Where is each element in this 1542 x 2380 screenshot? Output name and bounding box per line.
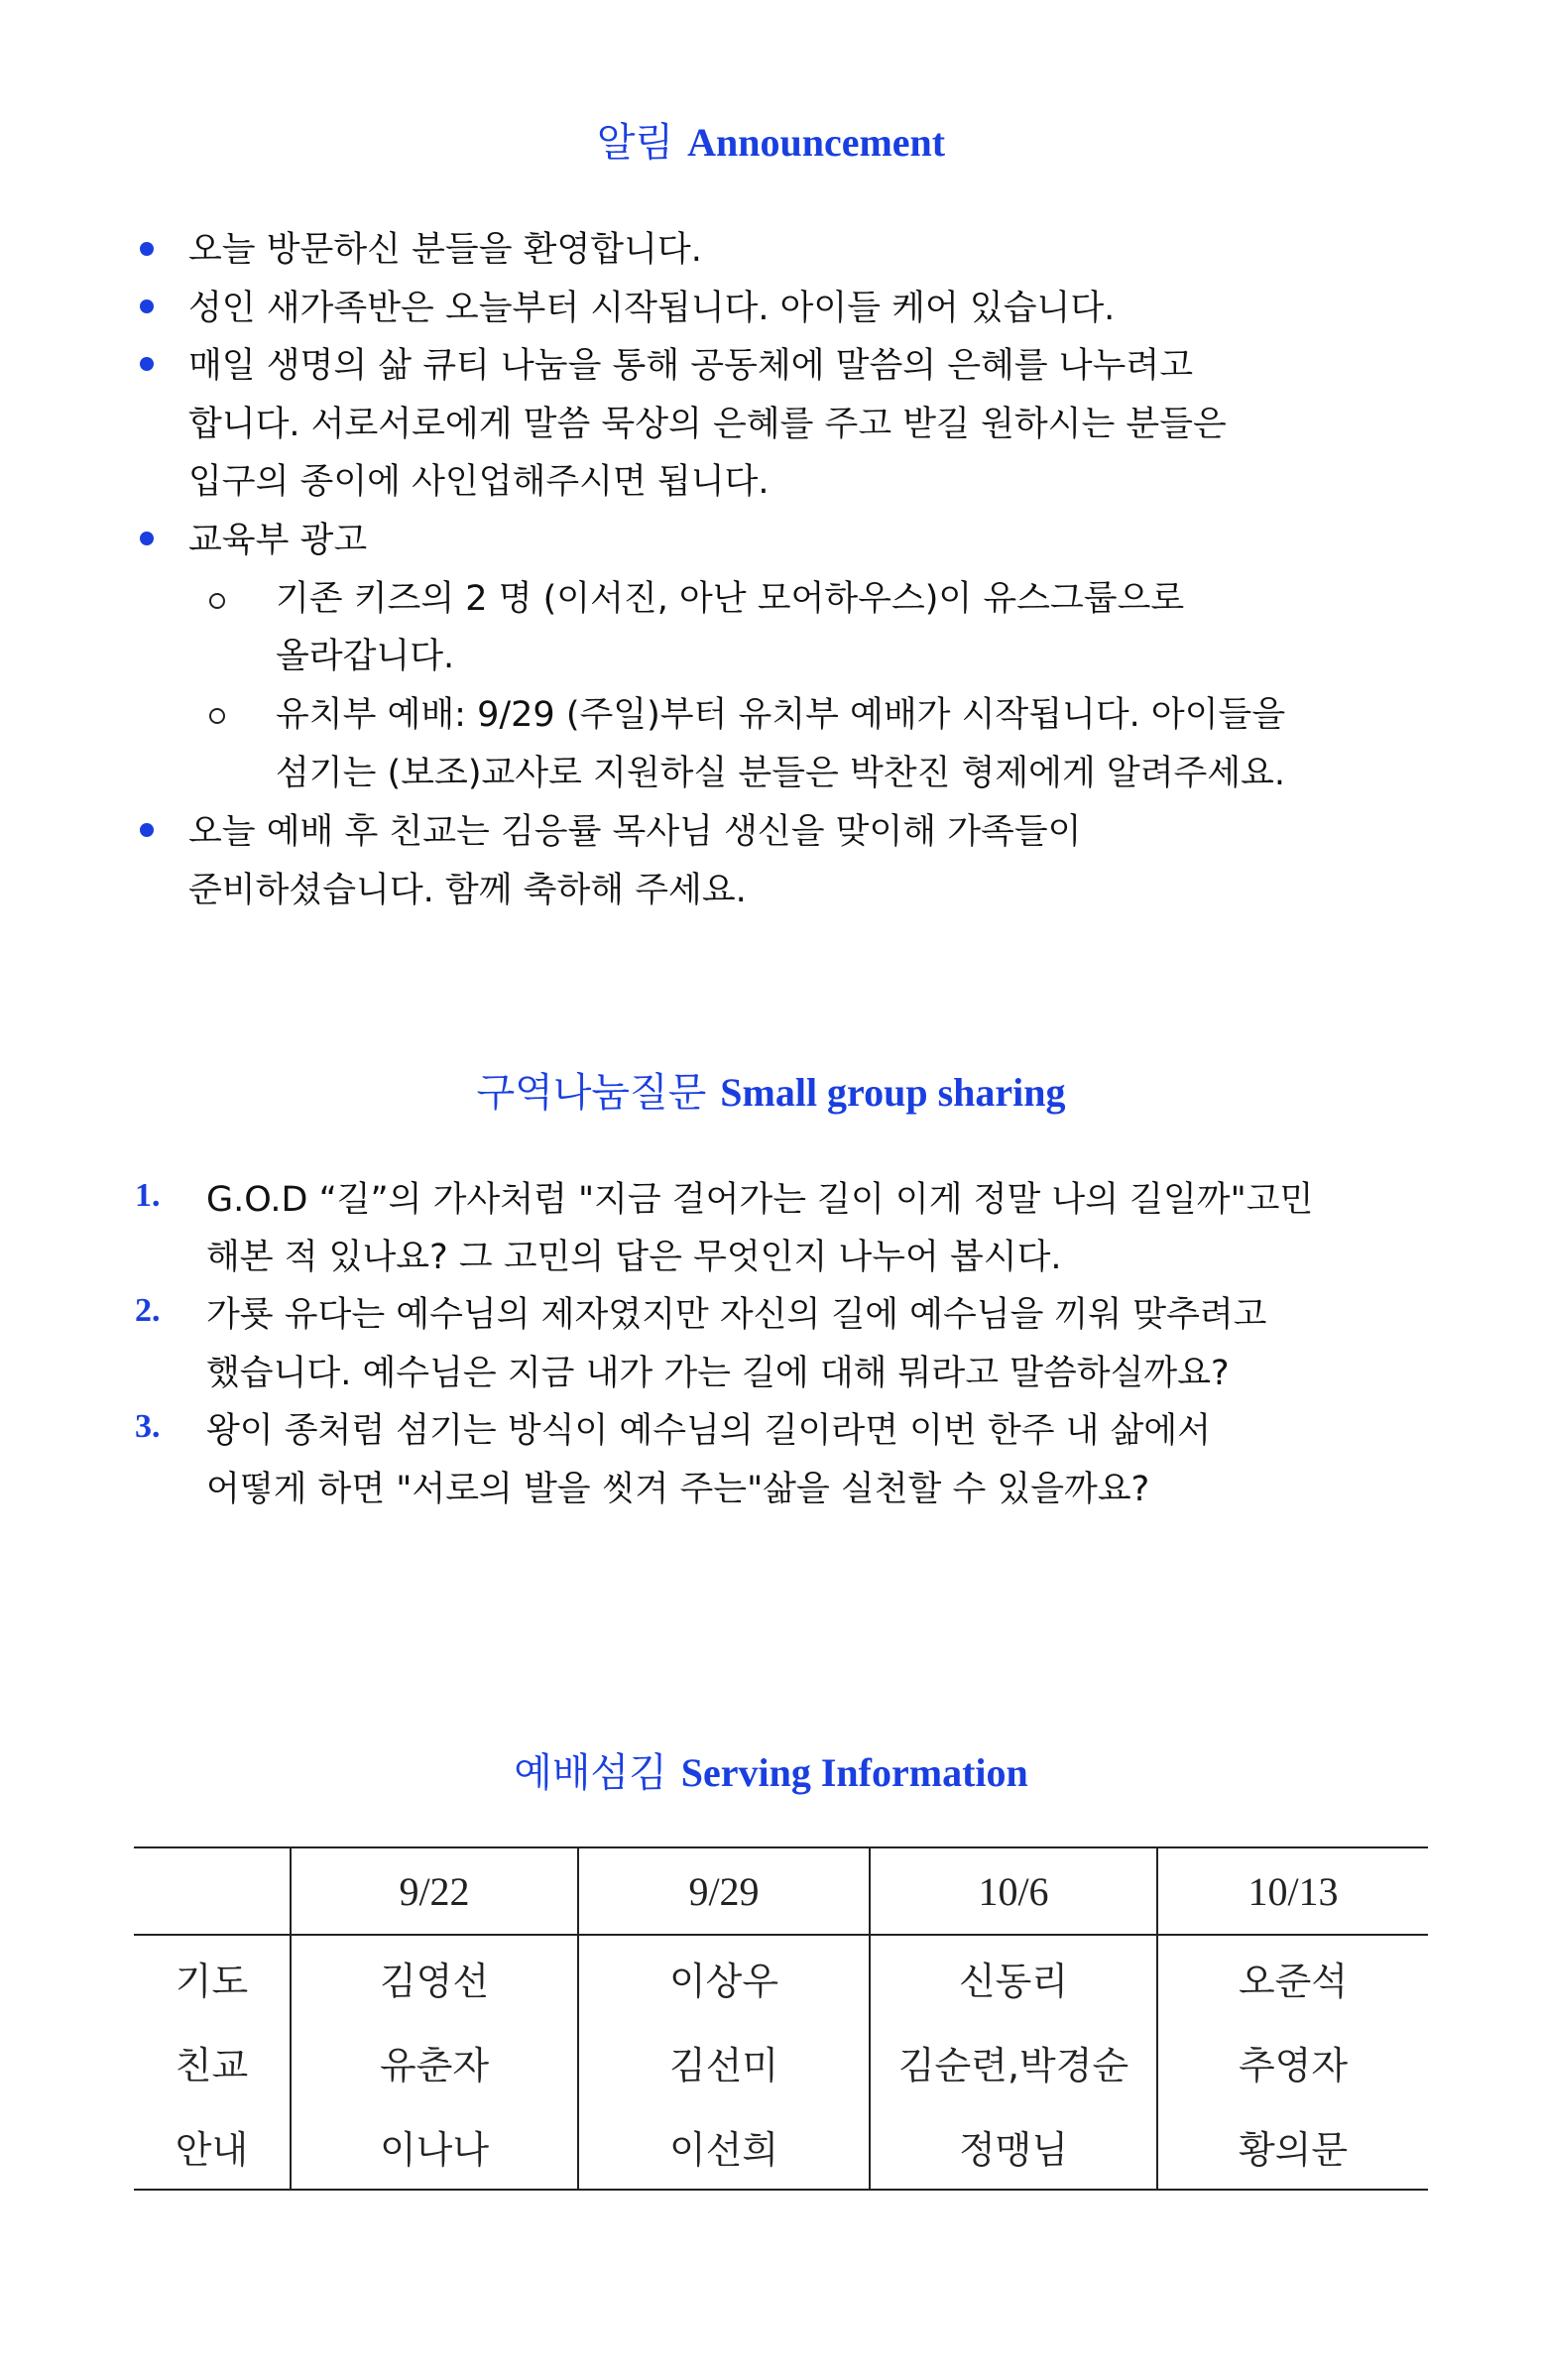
serving-date-header: 9/29 [578,1847,870,1935]
question-number: 3. [135,1408,161,1445]
announcement-heading-ko: 알림 [596,120,674,166]
serving-cell: 황의문 [1157,2104,1428,2190]
serving-header-row [134,1847,1428,1935]
serving-cell: 정맹님 [870,2104,1157,2190]
serving-cell: 이상우 [578,1935,870,2020]
sub-bullet-circle-icon [209,708,225,724]
serving-cell: 김순련,박경순 [870,2020,1157,2104]
question-line: 왕이 종처럼 섬기는 방식이 예수님의 길이라면 이번 한주 내 삶에서 [206,1411,1212,1451]
announcement-sub-line: 기존 키즈의 2 명 (이서진, 아난 모어하우스)이 유스그룹으로 [276,579,1185,619]
question-number: 2. [135,1292,161,1329]
serving-role: 기도 [175,1960,249,2003]
bullet-dot-icon [140,242,154,256]
serving-date-header: 10/6 [870,1847,1157,1935]
sharing-heading-en: Small group sharing [720,1070,1066,1115]
announcement-line: 성인 새가족반은 오늘부터 시작됩니다. 아이들 케어 있습니다. [188,289,1116,328]
announcement-line: 입구의 종이에 사인업해주시면 됩니다. [188,462,770,502]
serving-cell: 추영자 [1157,2020,1428,2104]
announcement-heading-en: Announcement [687,120,946,165]
bullet-dot-icon [140,299,154,313]
question-line: 했습니다. 예수님은 지금 내가 가는 길에 대해 뭐라고 말씀하실까요? [206,1354,1230,1393]
serving-heading [0,1741,1542,1798]
bullet-dot-icon [140,532,154,545]
serving-heading-ko: 예배섬김 [514,1750,667,1796]
table-row [134,2020,1428,2104]
question-line: 어떻게 하면 "서로의 발을 씻겨 주는"삶을 실천할 수 있을까요? [206,1470,1150,1509]
sub-bullet-circle-icon [209,593,225,609]
announcement-heading [0,111,1542,168]
announcement-line: 준비하셨습니다. 함께 축하해 주세요. [188,871,747,910]
serving-cell: 오준석 [1157,1935,1428,2020]
serving-cell: 김선미 [578,2020,870,2104]
announcement-line: 오늘 예배 후 친교는 김응률 목사님 생신을 맞이해 가족들이 [188,812,1082,852]
bullet-dot-icon [140,823,154,837]
announcement-sub-line: 섬기는 (보조)교사로 지원하실 분들은 박찬진 형제에게 알려주세요. [276,754,1286,793]
question-line: 가룟 유다는 예수님의 제자였지만 자신의 길에 예수님을 끼워 맞추려고 [206,1295,1267,1335]
announcement-sub-line: 유치부 예배: 9/29 (주일)부터 유치부 예배가 시작됩니다. 아이들을 [276,695,1286,735]
serving-cell: 신동리 [870,1935,1157,2020]
sharing-heading [0,1061,1542,1118]
serving-table [134,1846,1428,2191]
serving-cell: 이나나 [291,2104,578,2190]
question-line: 해본 적 있나요? 그 고민의 답은 무엇인지 나누어 봅시다. [206,1238,1062,1277]
serving-date-header: 10/13 [1157,1847,1428,1935]
serving-cell: 유춘자 [291,2020,578,2104]
announcement-line: 합니다. 서로서로에게 말씀 묵상의 은혜를 주고 받길 원하시는 분들은 [188,405,1227,444]
table-row [134,2104,1428,2190]
question-number: 1. [135,1177,161,1214]
sharing-heading-ko: 구역나눔질문 [476,1070,707,1116]
serving-role: 안내 [175,2128,249,2172]
announcement-sub-line: 올라갑니다. [276,637,455,676]
serving-cell: 김영선 [291,1935,578,2020]
announcement-line: 교육부 광고 [188,521,368,560]
question-line: G.O.D “길”의 가사처럼 "지금 걸어가는 길이 이게 정말 나의 길일까"고민 [206,1180,1314,1220]
serving-header-blank [134,1847,291,1935]
bullet-dot-icon [140,357,154,371]
announcement-line: 매일 생명의 삶 큐티 나눔을 통해 공동체에 말씀의 은혜를 나누려고 [188,346,1194,386]
serving-heading-en: Serving Information [680,1750,1028,1795]
serving-role: 친교 [175,2044,249,2087]
serving-cell: 이선희 [578,2104,870,2190]
serving-date-header: 9/22 [291,1847,578,1935]
table-row [134,1935,1428,2020]
announcement-line: 오늘 방문하신 분들을 환영합니다. [188,230,702,270]
